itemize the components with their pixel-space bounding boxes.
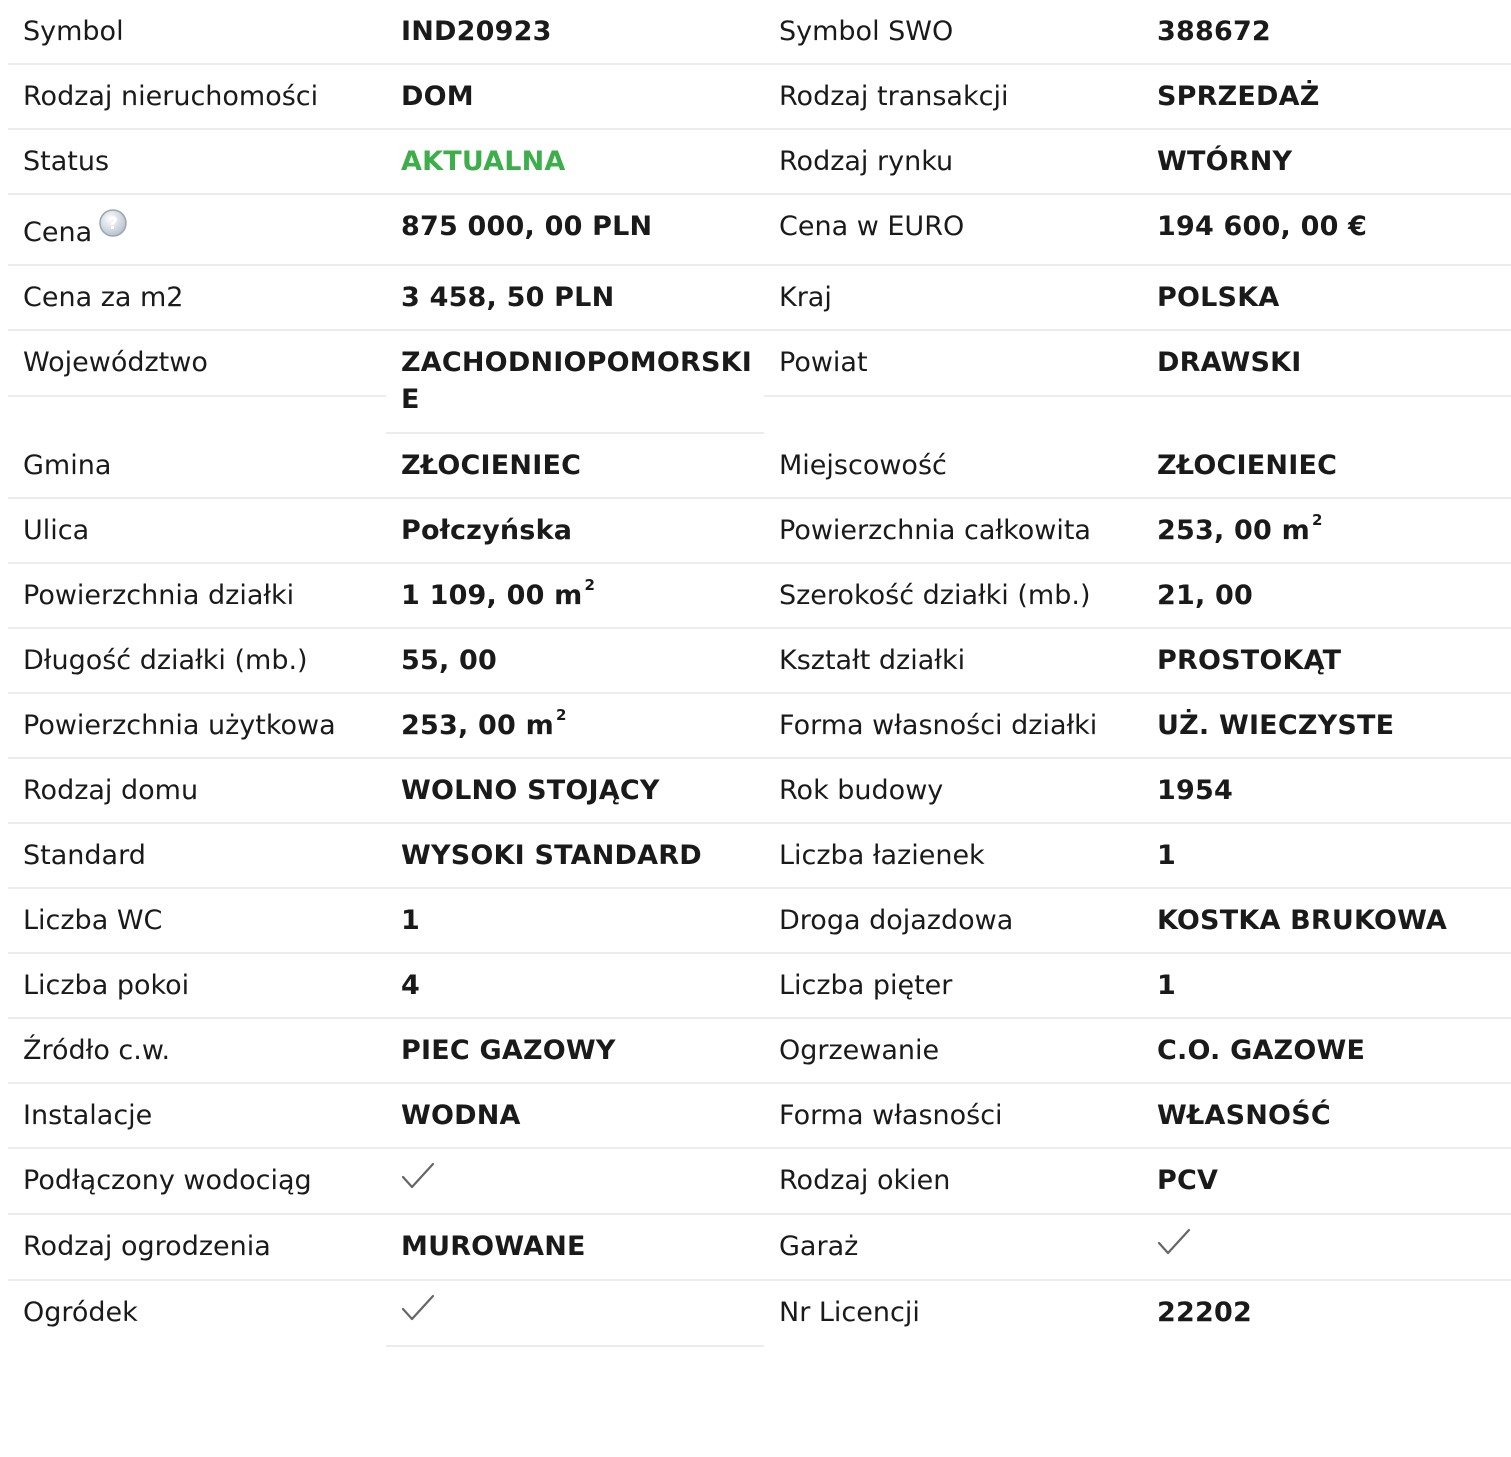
check-icon: [401, 1294, 435, 1324]
value-country: POLSKA: [1142, 266, 1511, 331]
label-total-area: Powierzchnia całkowita: [764, 499, 1142, 564]
value-bathrooms: 1: [1142, 824, 1511, 889]
table-row: [8, 1084, 1511, 1149]
value-county: DRAWSKI: [1142, 331, 1511, 397]
label-voivodeship: Województwo: [8, 331, 386, 397]
label-street: Ulica: [8, 499, 386, 564]
label-price-euro: Cena w EURO: [764, 195, 1142, 266]
label-county: Powiat: [764, 331, 1142, 397]
label-locality: Miejscowość: [764, 434, 1142, 499]
value-total-area: [1142, 499, 1511, 564]
label-wc-count: Liczba WC: [8, 889, 386, 954]
value-heating: C.O. GAZOWE: [1142, 1019, 1511, 1084]
value-water-supply: [386, 1149, 764, 1215]
label-commune: Gmina: [8, 434, 386, 499]
value-ownership: WŁASNOŚĆ: [1142, 1084, 1511, 1149]
value-fence-type: MUROWANE: [386, 1215, 764, 1281]
table-row: [8, 824, 1511, 889]
label-market-type: Rodzaj rynku: [764, 130, 1142, 195]
table-row: [8, 1019, 1511, 1084]
label-rooms: Liczba pokoi: [8, 954, 386, 1019]
value-usable-area: [386, 694, 764, 759]
value-house-type: WOLNO STOJĄCY: [386, 759, 764, 824]
table-row: [8, 266, 1511, 331]
value-plot-area: [386, 564, 764, 629]
label-symbol-swo: Symbol SWO: [764, 0, 1142, 65]
label-access-road: Droga dojazdowa: [764, 889, 1142, 954]
label-ownership: Forma własności: [764, 1084, 1142, 1149]
value-standard: WYSOKI STANDARD: [386, 824, 764, 889]
label-standard: Standard: [8, 824, 386, 889]
value-hot-water-source: PIEC GAZOWY: [386, 1019, 764, 1084]
table-row: [8, 759, 1511, 824]
value-price-per-m2: 3 458, 50 PLN: [386, 266, 764, 331]
label-license-number: Nr Licencji: [779, 1297, 920, 1328]
table-row: [8, 130, 1511, 195]
table-row: [8, 564, 1511, 629]
value-window-type: PCV: [1142, 1149, 1511, 1215]
value-rooms: 4: [386, 954, 764, 1019]
label-status: Status: [8, 130, 386, 195]
table-row: [8, 1281, 1511, 1347]
value-market-type: WTÓRNY: [1142, 130, 1511, 195]
label-floors: Liczba pięter: [764, 954, 1142, 1019]
table-row: [8, 0, 1511, 65]
value-symbol: IND20923: [386, 0, 764, 65]
label-house-type: Rodzaj domu: [8, 759, 386, 824]
table-row: [8, 195, 1511, 266]
label-installations: Instalacje: [8, 1084, 386, 1149]
label-garden: Ogródek: [23, 1297, 138, 1328]
table-row: [8, 1149, 1511, 1215]
superscript-2: 2: [1311, 511, 1323, 529]
label-water-supply: Podłączony wodociąg: [8, 1149, 386, 1215]
label-price-text: Cena: [23, 217, 93, 248]
value-price-euro: 194 600, 00 €: [1142, 195, 1511, 266]
svg-text:?: ?: [108, 214, 119, 234]
value-garden: [386, 1281, 764, 1347]
table-row: [8, 434, 1511, 499]
value-transaction-type: SPRZEDAŻ: [1142, 65, 1511, 130]
label-plot-width: Szerokość działki (mb.): [764, 564, 1142, 629]
value-total-area-number: 253, 00 m: [1157, 515, 1310, 546]
value-plot-ownership: UŻ. WIECZYSTE: [1142, 694, 1511, 759]
value-access-road: KOSTKA BRUKOWA: [1142, 889, 1511, 954]
label-fence-type: Rodzaj ogrodzenia: [8, 1215, 386, 1281]
table-row: [8, 499, 1511, 564]
value-locality: ZŁOCIENIEC: [1142, 434, 1511, 499]
label-plot-area: Powierzchnia działki: [8, 564, 386, 629]
value-installations: WODNA: [386, 1084, 764, 1149]
superscript-2: 2: [584, 576, 596, 594]
value-license-number: 22202: [1157, 1297, 1252, 1328]
label-symbol: Symbol: [8, 0, 386, 65]
table-row: [8, 65, 1511, 130]
label-plot-ownership: Forma własności działki: [764, 694, 1142, 759]
check-icon: [401, 1162, 435, 1192]
label-plot-shape: Kształt działki: [764, 629, 1142, 694]
property-details-table: [8, 0, 1511, 1347]
label-window-type: Rodzaj okien: [764, 1149, 1142, 1215]
value-property-type: DOM: [386, 65, 764, 130]
label-hot-water-source: Źródło c.w.: [8, 1019, 386, 1084]
table-row: [8, 889, 1511, 954]
superscript-2: 2: [555, 706, 567, 724]
label-usable-area: Powierzchnia użytkowa: [8, 694, 386, 759]
value-commune: ZŁOCIENIEC: [386, 434, 764, 499]
value-symbol-swo: 388672: [1142, 0, 1511, 65]
table-row: [8, 954, 1511, 1019]
table-row: [8, 629, 1511, 694]
label-plot-length: Długość działki (mb.): [8, 629, 386, 694]
table-row: [8, 1215, 1511, 1281]
label-garage: Garaż: [764, 1215, 1142, 1281]
value-wc-count: 1: [386, 889, 764, 954]
label-country: Kraj: [764, 266, 1142, 331]
check-icon: [1157, 1228, 1191, 1258]
label-property-type: Rodzaj nieruchomości: [8, 65, 386, 130]
label-bathrooms: Liczba łazienek: [764, 824, 1142, 889]
value-plot-area-number: 1 109, 00 m: [401, 580, 583, 611]
label-transaction-type: Rodzaj transakcji: [764, 65, 1142, 130]
help-icon[interactable]: [98, 208, 128, 238]
value-build-year: 1954: [1142, 759, 1511, 824]
value-street: Połczyńska: [386, 499, 764, 564]
table-row: [8, 331, 1511, 434]
status-value: AKTUALNA: [386, 130, 764, 195]
value-floors: 1: [1142, 954, 1511, 1019]
label-build-year: Rok budowy: [764, 759, 1142, 824]
table-row: [8, 694, 1511, 759]
value-usable-area-number: 253, 00 m: [401, 710, 554, 741]
value-plot-length: 55, 00: [386, 629, 764, 694]
label-price: [8, 195, 386, 266]
value-price: 875 000, 00 PLN: [386, 195, 764, 266]
value-voivodeship: ZACHODNIOPOMORSKI E: [386, 331, 764, 434]
label-price-per-m2: Cena za m2: [8, 266, 386, 331]
value-plot-shape: PROSTOKĄT: [1142, 629, 1511, 694]
label-heating: Ogrzewanie: [764, 1019, 1142, 1084]
value-plot-width: 21, 00: [1142, 564, 1511, 629]
value-garage: [1142, 1215, 1511, 1281]
